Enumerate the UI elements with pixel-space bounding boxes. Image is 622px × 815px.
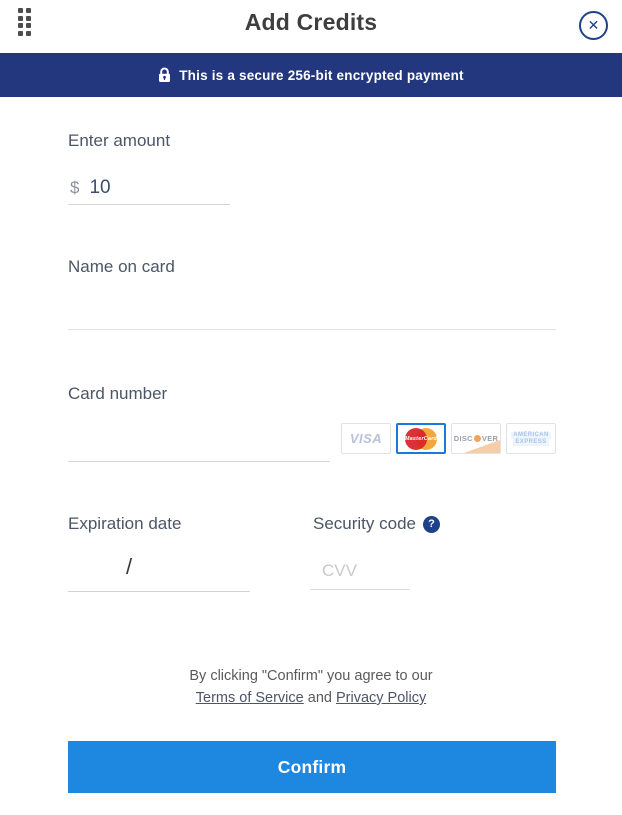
modal-header [0,0,622,53]
cvv-input[interactable] [310,552,410,589]
help-icon[interactable]: ? [423,516,440,533]
close-button[interactable] [579,11,608,40]
name-on-card-label: Name on card [68,257,175,276]
currency-symbol: $ [70,178,80,197]
amex-card-icon [506,423,556,454]
lock-icon [158,67,171,83]
page-title: Add Credits [244,9,378,35]
amount-value: 10 [89,177,111,198]
card-brand-list [341,423,556,454]
mastercard-card-icon [396,423,446,454]
mastercard-label: MasterCard [404,435,438,442]
card-number-input[interactable] [68,428,330,461]
amount-label: Enter amount [68,131,171,150]
confirm-button[interactable]: Confirm [68,741,556,793]
expiration-separator: / [126,554,133,579]
card-number-field [68,428,330,462]
expiration-input[interactable] [68,552,250,592]
visa-card-icon [341,423,391,454]
discover-label: DISC VER [453,434,499,443]
terms-of-service-link[interactable]: Terms of Service [195,690,304,706]
mastercard-circles-icon [403,428,439,450]
discover-card-icon [451,423,501,454]
privacy-policy-link[interactable]: Privacy Policy [335,690,427,706]
card-number-label: Card number [68,384,168,403]
cvv-field [310,552,410,590]
secure-payment-banner [0,53,622,97]
amex-label: AMERICAN EXPRESS [513,431,549,445]
name-on-card-input[interactable] [68,296,556,329]
agreement-links-line [0,690,622,706]
discover-o-icon [474,435,481,442]
expiration-label: Expiration date [68,514,182,533]
amount-input[interactable] [68,172,230,205]
secure-banner-text: This is a secure 256-bit encrypted payment [179,67,464,83]
security-code-label: Security code ? [313,514,440,534]
and-text: and [303,690,336,706]
close-icon: ✕ [587,17,600,33]
agreement-text: By clicking "Confirm" you agree to our [189,668,433,684]
name-on-card-field [68,296,556,330]
visa-label: VISA [349,431,383,446]
